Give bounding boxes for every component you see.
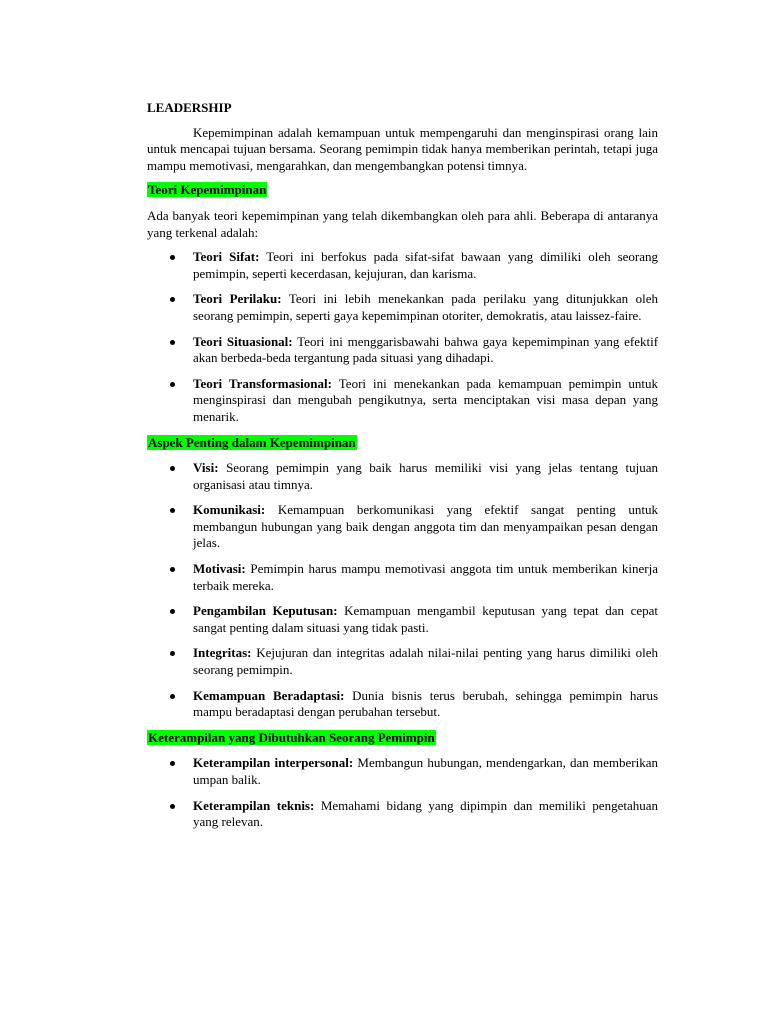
section-heading-teori xyxy=(147,182,658,199)
list-item-term: Pengambilan Keputusan: xyxy=(193,603,338,619)
list-item-term: Motivasi: xyxy=(193,561,246,577)
list-item xyxy=(147,645,658,678)
list-item-text: Pemimpin harus mampu memotivasi anggota tim untuk memberikan kinerja terbaik mereka. xyxy=(193,561,658,593)
section-heading-text: Keterampilan yang Dibutuhkan Seorang Pemimpin xyxy=(148,729,435,745)
list-item-term: Komunikasi: xyxy=(193,502,266,518)
list-item-term: Visi: xyxy=(193,460,219,476)
list-item-term: Teori Sifat: xyxy=(193,249,260,265)
list-item-term: Teori Situasional: xyxy=(193,333,293,349)
list-item-text: Kemampuan berkomunikasi yang efektif sangat penting untuk membangun hubungan yang baik dengan anggota tim dan menyampaikan pesan dengan jelas. xyxy=(193,502,658,551)
list-item-text: Kemampuan mengambil keputusan yang tepat dan cepat sangat penting dalam situasi yang tidak pasti. xyxy=(193,603,658,635)
section-heading-text: Aspek Penting dalam Kepemimpinan xyxy=(148,434,356,450)
list-item xyxy=(147,460,658,493)
section-lead-paragraph: Ada banyak teori kepemimpinan yang telah dikembangkan oleh para ahli. Beberapa di antaranya yang terkenal adalah: xyxy=(147,207,658,240)
list-item xyxy=(147,502,658,552)
list-item-text: Membangun hubungan, mendengarkan, dan memberikan umpan balik. xyxy=(193,755,658,787)
list-item-term: Kemampuan Beradaptasi: xyxy=(193,687,345,703)
list-item-term: Integritas: xyxy=(193,645,252,661)
list-item-text: Teori ini menekankan pada kemampuan pemimpin untuk menginspirasi dan mengubah pengikutnya, serta menciptakan visi masa depan yang menarik. xyxy=(193,375,659,424)
list-item-term: Keterampilan teknis: xyxy=(193,797,315,813)
list-item-text: Dunia bisnis terus berubah, sehingga pemimpin harus mampu beradaptasi dengan perubahan tersebut. xyxy=(193,687,659,720)
list-item xyxy=(147,561,658,594)
list-item-term: Teori Perilaku: xyxy=(193,291,282,307)
list-item-term: Teori Transformasional: xyxy=(193,375,332,391)
list-item xyxy=(147,755,658,788)
list-item-text: Teori ini lebih menekankan pada perilaku yang ditunjukkan oleh seorang pemimpin, seperti gaya kepemimpinan otoriter, demokratis, atau laissez-faire. xyxy=(193,291,659,323)
document-page xyxy=(147,100,658,840)
list-item-text: Kejujuran dan integritas adalah nilai-nilai penting yang harus dimiliki oleh seorang pemimpin. xyxy=(193,645,658,678)
section-heading-text: Teori Kepemimpinan xyxy=(148,182,267,198)
list-item xyxy=(147,291,658,324)
section-heading-aspek xyxy=(147,435,658,452)
list-item-text: Memahami bidang yang dipimpin dan memiliki pengetahuan yang relevan. xyxy=(193,797,658,830)
list-item-text: Teori ini menggarisbawahi bahwa gaya kepemimpinan yang efektif akan berbeda-beda tergantung pada situasi yang dihadapi. xyxy=(193,333,659,366)
list-item-term: Keterampilan interpersonal: xyxy=(193,755,354,771)
list-item xyxy=(147,798,658,831)
list-item xyxy=(147,334,658,367)
list-item xyxy=(147,376,658,426)
list-item-text: Teori ini berfokus pada sifat-sifat bawaan yang dimiliki oleh seorang pemimpin, seperti kecerdasan, kejujuran, dan karisma. xyxy=(193,249,658,281)
list-item-text: Seorang pemimpin yang baik harus memiliki visi yang jelas tentang tujuan organisasi atau timnya. xyxy=(193,460,659,492)
list-item xyxy=(147,688,658,721)
section-heading-keterampilan xyxy=(147,730,658,747)
aspect-list xyxy=(147,460,658,721)
list-item xyxy=(147,603,658,636)
document-title: LEADERSHIP xyxy=(147,100,232,115)
skill-list xyxy=(147,755,658,830)
intro-paragraph: Kepemimpinan adalah kemampuan untuk mempengaruhi dan menginspirasi orang lain untuk mencapai tujuan bersama. Seorang pemimpin tidak hanya memberikan perintah, tetapi juga mampu memotivasi, mengarahkan, dan mengembangkan potensi timnya. xyxy=(147,124,658,173)
theory-list xyxy=(147,249,658,425)
list-item xyxy=(147,249,658,282)
